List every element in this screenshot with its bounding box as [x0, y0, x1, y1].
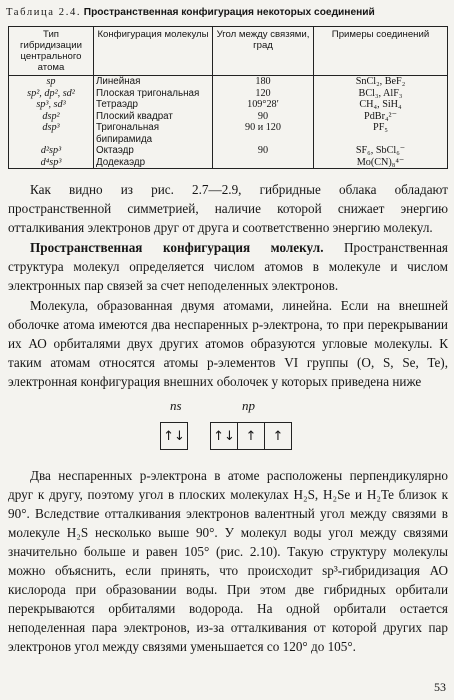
cell-examples: SnCl₂, BeF₂ [314, 76, 448, 88]
cell-examples: SF₆, SbCl₆⁻ [314, 145, 448, 157]
table-row [9, 99, 448, 111]
orbital-cell: ↑ [264, 423, 291, 449]
ns-label: ns [170, 398, 182, 413]
orbital-cell: ↑↓ [163, 428, 185, 444]
header-hybridization: Тип гибридизации центрального атома [9, 27, 94, 76]
electron-configuration-diagram [150, 398, 310, 454]
section-heading: Пространственная конфигурация молекул. [30, 240, 324, 255]
cell-angle: 180 [213, 76, 314, 88]
cell-examples: PdBr₄²⁻ [314, 111, 448, 123]
cell-angle: 120 [213, 88, 314, 100]
cell-configuration: Октаэдр [94, 145, 213, 157]
table-caption-title: Пространственная конфигурация некоторых соединений [83, 7, 375, 18]
cell-configuration: Тетраэдр [94, 99, 213, 111]
paragraph-text: Как видно из рис. 2.7—2.9, гибридные облака обладают пространственной симметрией, наличие которой снижает энергию отталкивания электронов друг от друга и соответственно энергию молекул. [8, 182, 448, 235]
cell-angle: 90 [213, 145, 314, 157]
table-row [9, 111, 448, 123]
table-caption-label: Таблица 2.4. [6, 7, 82, 18]
paragraph-text: Молекула, образованная двумя атомами, линейна. Если на внешней оболочке атома имеются два неспаренных p-электрона, то при перекрывании их АО орбиталями двух других атомов образуются угловые молекулы. К таким атомам относятся атомы p-элементов VI группы (O, S, Se, Te), электронная конфигурация внешних оболочек у которых приведена ниже [8, 298, 448, 389]
cell-configuration: Плоский квадрат [94, 111, 213, 123]
cell-hybridization: dsp³ [9, 122, 94, 145]
cell-angle: 90 [213, 111, 314, 123]
ns-orbital-box [160, 422, 188, 450]
table-row [9, 76, 448, 88]
table-row [9, 157, 448, 169]
np-orbital-box [210, 422, 292, 450]
cell-hybridization: dsp² [9, 111, 94, 123]
cell-examples: BCl₃, AlF₃ [314, 88, 448, 100]
cell-configuration: Тригональная бипирамида [94, 122, 213, 145]
page-number: 53 [434, 680, 446, 694]
cell-hybridization: d²sp³ [9, 145, 94, 157]
cell-angle: 109°28′ [213, 99, 314, 111]
cell-hybridization: d⁴sp³ [9, 157, 94, 169]
cell-examples: PF₅ [314, 122, 448, 145]
cell-examples: CH₄, SiH₄ [314, 99, 448, 111]
cell-configuration: Линейная [94, 76, 213, 88]
header-configuration: Конфигурация молекулы [94, 27, 213, 76]
paragraph-hybrid-symmetry [8, 180, 448, 237]
cell-configuration: Плоская тригональная [94, 88, 213, 100]
orbital-cell: ↑ [237, 423, 264, 449]
hybridization-table [8, 26, 448, 169]
paragraph-spatial-configuration [8, 238, 448, 295]
table-caption [6, 6, 450, 20]
cell-configuration: Додекаэдр [94, 157, 213, 169]
table-row [9, 122, 448, 145]
cell-angle [213, 157, 314, 169]
paragraph-water-molecule [8, 466, 448, 656]
header-examples: Примеры соединений [314, 27, 448, 76]
table-header-row [9, 27, 448, 76]
table-row [9, 145, 448, 157]
paragraph-text: Два неспаренных p-электрона в атоме расположены перпендикулярно друг к другу, поэтому угол в плоских молекулах H₂S, H₂Se и H₂Te близок к 90°. Вследствие отталкивания электронов валентный угол между связями в молекуле H₂S несколько выше 90°. У молекул воды угол между связями значительно больше и равен 105° (рис. 2.10). Такую структуру молекулы можно объяснить, если принять, что происходит sp³-гибридизация АО кислорода при образовании воды. При этом две гибридных орбитали перекрываются орбиталями водорода. На одной орбитали остается неподеленная пара электронов, из-за отталкивания от которой других пар электронов угол между связями уменьшается со 120° до 105°. [8, 468, 448, 654]
cell-hybridization: sp², dp², sd² [9, 88, 94, 100]
cell-hybridization: sp [9, 76, 94, 88]
header-angle: Угол между связями, град [213, 27, 314, 76]
cell-examples: Mo(CN)₈⁴⁻ [314, 157, 448, 169]
orbital-cell: ↑↓ [213, 428, 235, 444]
paragraph-angular-molecules [8, 296, 448, 391]
paragraph-text: Пространственная структура молекул определяется числом атомов в молекуле и числом электронных пар связей за счет неподеленных электронов. [8, 240, 448, 293]
np-label: np [242, 398, 255, 413]
cell-angle: 90 и 120 [213, 122, 314, 145]
cell-hybridization: sp³, sd³ [9, 99, 94, 111]
table-row [9, 88, 448, 100]
